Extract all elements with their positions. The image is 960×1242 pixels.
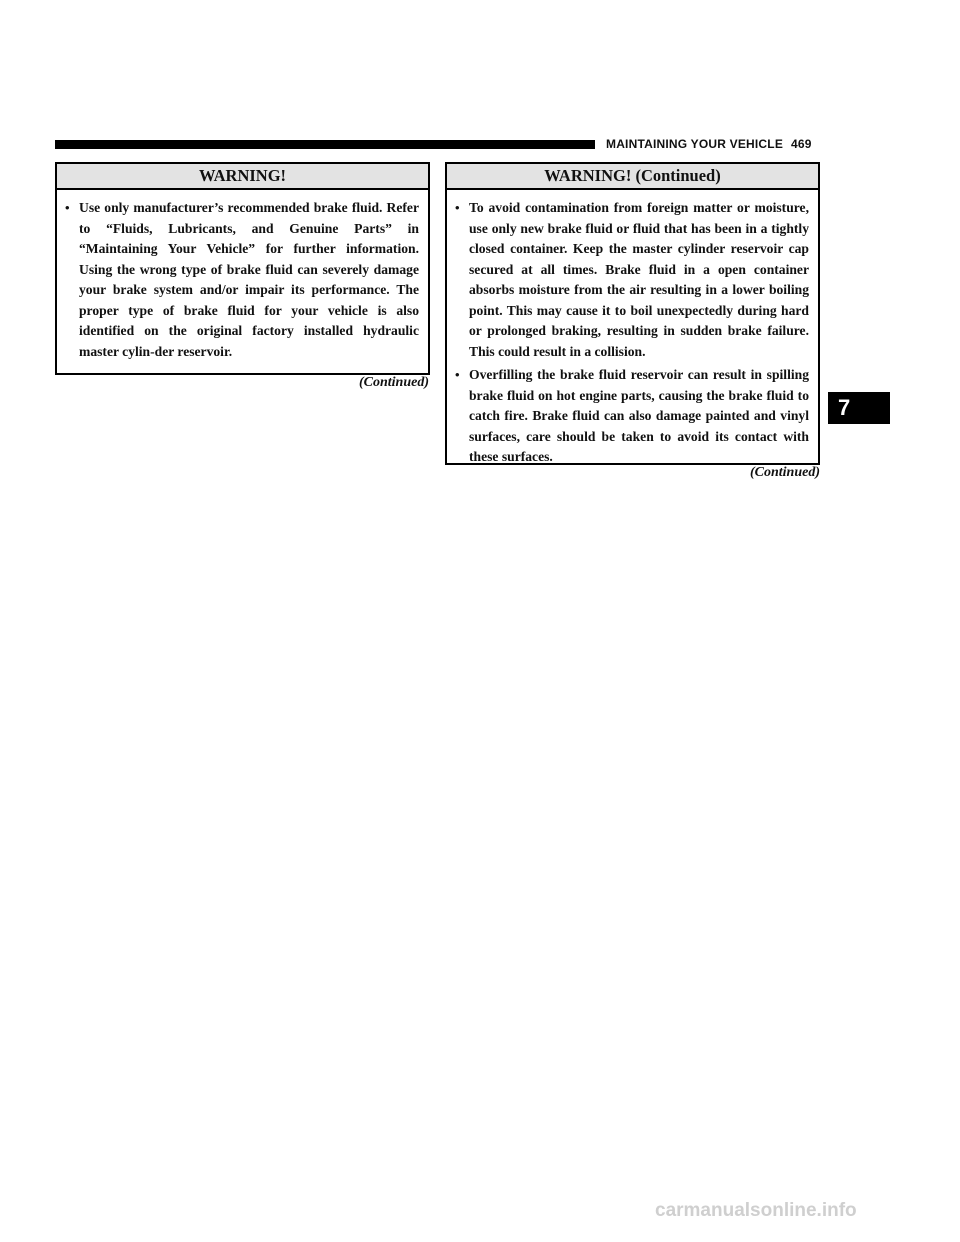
warning-box-left [55,162,430,375]
continued-note-left: (Continued) [358,375,429,390]
warning-heading-left: WARNING! [57,164,428,190]
warning-item [455,365,809,468]
warning-body-right [447,190,818,477]
running-header [606,137,812,151]
bullet-icon: • [65,200,70,215]
warning-list-right [455,198,809,468]
warning-item-text: Overfilling the brake fluid reservoir can result in spilling brake fluid on hot engine parts, causing the brake fluid to catch fire. Brake fluid can also damage painted and vinyl surfaces, care should be taken to avoid its contact with these surfaces. [469,367,809,464]
warning-heading-right: WARNING! (Continued) [447,164,818,190]
page-number: 469 [791,137,812,151]
bullet-icon: • [455,367,460,382]
warning-list-left [65,198,419,362]
continued-note-right: (Continued) [749,465,820,480]
header-rule [55,140,595,149]
warning-item [455,198,809,362]
bullet-icon: • [455,200,460,215]
chapter-tab: 7 [828,392,890,424]
warning-item-text: Use only manufacturer’s recommended brake fluid. Refer to “Fluids, Lubricants, and Genuine Parts” in “Maintaining Your Vehicle” for further information. Using the wrong type of brake fluid can severely damage your brake system and/or impair its performance. The proper type of brake fluid for your vehicle is also identified on the original factory installed hydraulic master cylin-der reservoir. [79,200,419,359]
warning-item-text: To avoid contamination from foreign matter or moisture, use only new brake fluid or fluid that has been in a tightly closed container. Keep the master cylinder reservoir cap secured at all times. Brake fluid in a open container absorbs moisture from the air resulting in a lower boiling point. This may cause it to boil unexpectedly during hard or prolonged braking, resulting in sudden brake failure. This could result in a collision. [469,200,809,359]
section-title: MAINTAINING YOUR VEHICLE [606,137,784,151]
warning-item [65,198,419,362]
watermark: carmanualsonline.info [655,1200,857,1221]
warning-box-right [445,162,820,465]
warning-body-left [57,190,428,371]
